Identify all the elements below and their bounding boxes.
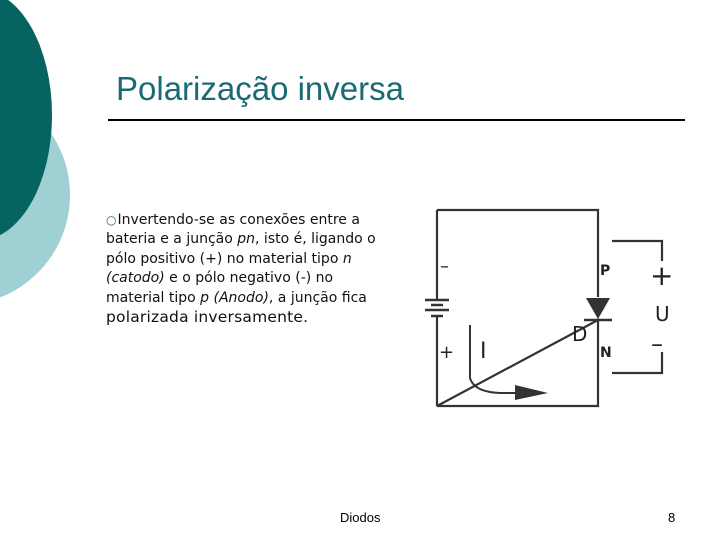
reverse-bias-circuit — [420, 200, 680, 415]
voltage-bracket-top — [612, 241, 662, 261]
battery-minus-label: – — [440, 256, 449, 277]
voltage-plus-label: + — [650, 259, 674, 292]
top-wire — [437, 210, 598, 297]
slide-title: Polarização inversa — [116, 70, 404, 107]
battery-plus-label: + — [439, 342, 455, 363]
body-text-pn: pn — [237, 231, 256, 248]
body-text-5: e o pólo negativo (-) no material tipo — [106, 270, 334, 306]
voltage-minus-label: – — [651, 330, 663, 358]
diode-label: D — [572, 322, 588, 346]
n-label: N — [600, 345, 612, 361]
current-arrow-line — [470, 325, 522, 393]
page-number: 8 — [668, 510, 676, 525]
bullet-paragraph — [106, 211, 392, 328]
body-text-catodo: n (catodo) — [106, 250, 352, 287]
body-text-emphasis: polarizada inversamente — [106, 308, 304, 327]
diode-triangle — [586, 298, 610, 319]
decorative-circles — [0, 0, 120, 300]
body-text-3: , isto é, ligando o pólo positivo (+) no material tipo — [106, 231, 376, 267]
current-label: I — [480, 339, 487, 364]
body-text-1: Invertendo-se as conexões entre a bateria e a junção — [106, 212, 360, 248]
p-label: P — [600, 263, 611, 279]
footer-title: Diodos — [340, 510, 381, 525]
current-arrow-head — [515, 385, 548, 400]
voltage-label: U — [655, 302, 670, 326]
bullet-circle-icon: ○ — [106, 213, 117, 227]
body-text-period: . — [303, 308, 309, 327]
title-underline — [108, 119, 685, 121]
body-text-anodo: p (Anodo) — [200, 289, 269, 306]
body-text-7: , a junção fica — [268, 289, 367, 306]
